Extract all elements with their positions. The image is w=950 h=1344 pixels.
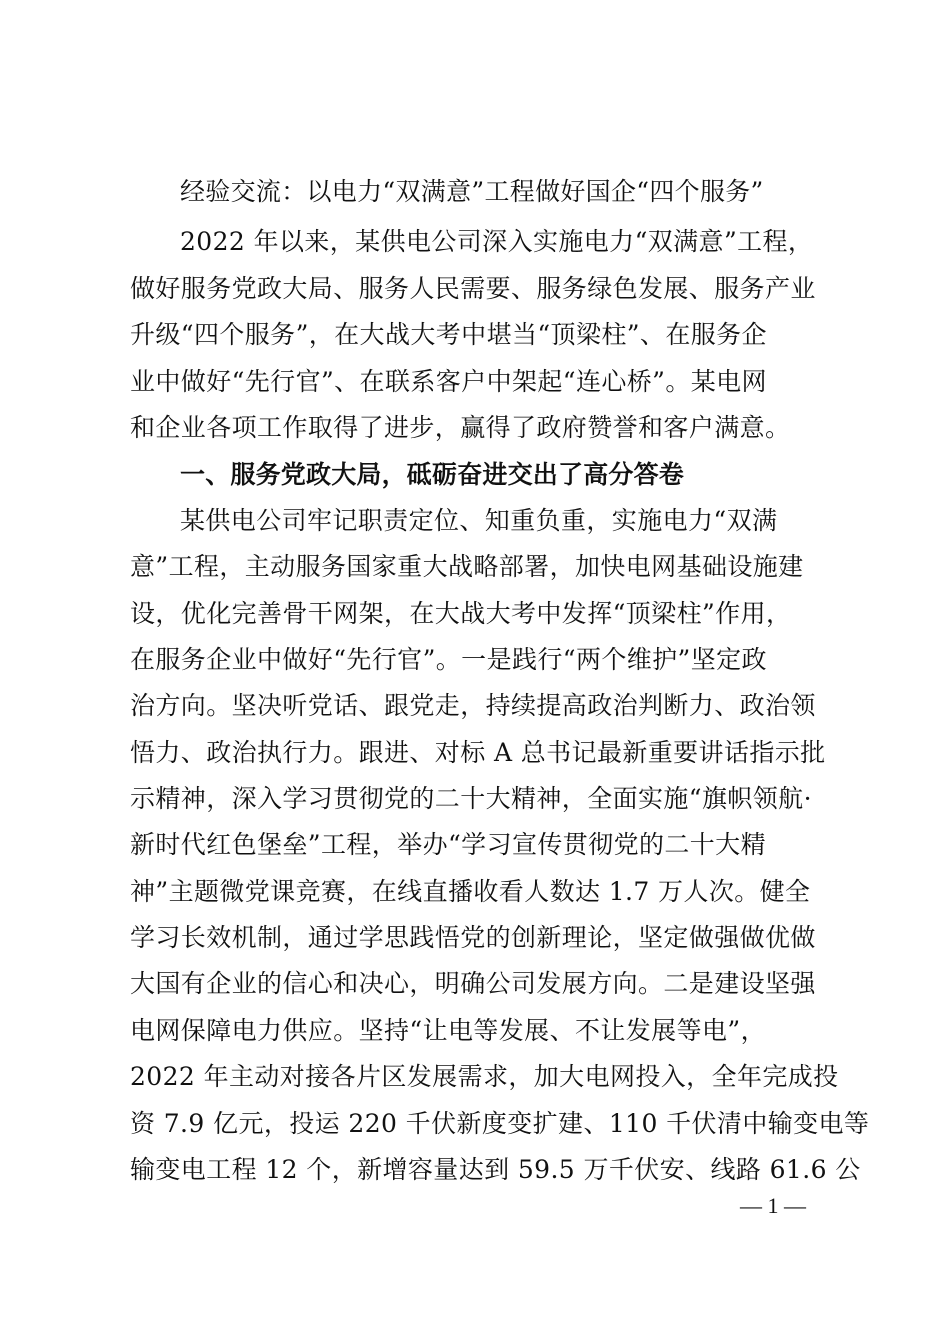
intro-line: 和企业各项工作取得了进步，赢得了政府赞誉和客户满意。 bbox=[130, 413, 791, 442]
body-line: 新时代红色堡垒”工程，举办“学习宣传贯彻党的二十大精 bbox=[130, 830, 766, 859]
intro-line: 业中做好“先行官”、在联系客户中架起“连心桥”。某电网 bbox=[130, 367, 767, 396]
body-line: 2022 年主动对接各片区发展需求，加大电网投入，全年完成投 bbox=[130, 1062, 839, 1091]
intro-line: 做好服务党政大局、服务人民需要、服务绿色发展、服务产业 bbox=[130, 274, 816, 303]
body-line: 大国有企业的信心和决心，明确公司发展方向。二是建设坚强 bbox=[130, 969, 816, 998]
body-line: 某供电公司牢记职责定位、知重负重，实施电力“双满 bbox=[180, 506, 778, 535]
body-line: 示精神，深入学习贯彻党的二十大精神，全面实施“旗帜领航· bbox=[130, 784, 812, 813]
section-heading: 一、服务党政大局，砥砺奋进交出了高分答卷 bbox=[180, 460, 685, 489]
body-line: 设，优化完善骨干网架，在大战大考中发挥“顶梁柱”作用， bbox=[130, 599, 792, 628]
body-line: 电网保障电力供应。坚持“让电等发展、不让发展等电”， bbox=[130, 1016, 766, 1045]
body-line: 在服务企业中做好“先行官”。一是践行“两个维护”坚定政 bbox=[130, 645, 767, 674]
page-number: — 1 — bbox=[740, 1193, 806, 1218]
document-title: 经验交流：以电力“双满意”工程做好国企“四个服务” bbox=[180, 177, 764, 206]
body-line: 意”工程，主动服务国家重大战略部署，加快电网基础设施建 bbox=[130, 552, 804, 581]
intro-line: 升级“四个服务”，在大战大考中堪当“顶梁柱”、在服务企 bbox=[130, 320, 767, 349]
body-line: 治方向。坚决听党话、跟党走，持续提高政治判断力、政治领 bbox=[130, 691, 816, 720]
body-line: 学习长效机制，通过学思践悟党的创新理论，坚定做强做优做 bbox=[130, 923, 816, 952]
body-line: 神”主题微党课竞赛，在线直播收看人数达 1.7 万人次。健全 bbox=[130, 877, 811, 906]
intro-line: 2022 年以来，某供电公司深入实施电力“双满意”工程， bbox=[180, 227, 814, 256]
body-line: 悟力、政治执行力。跟进、对标 A 总书记最新重要讲话指示批 bbox=[130, 738, 826, 767]
body-line: 输变电工程 12 个，新增容量达到 59.5 万千伏安、线路 61.6 公 bbox=[130, 1155, 861, 1184]
body-line: 资 7.9 亿元，投运 220 千伏新度变扩建、110 千伏清中输变电等 bbox=[130, 1109, 870, 1138]
